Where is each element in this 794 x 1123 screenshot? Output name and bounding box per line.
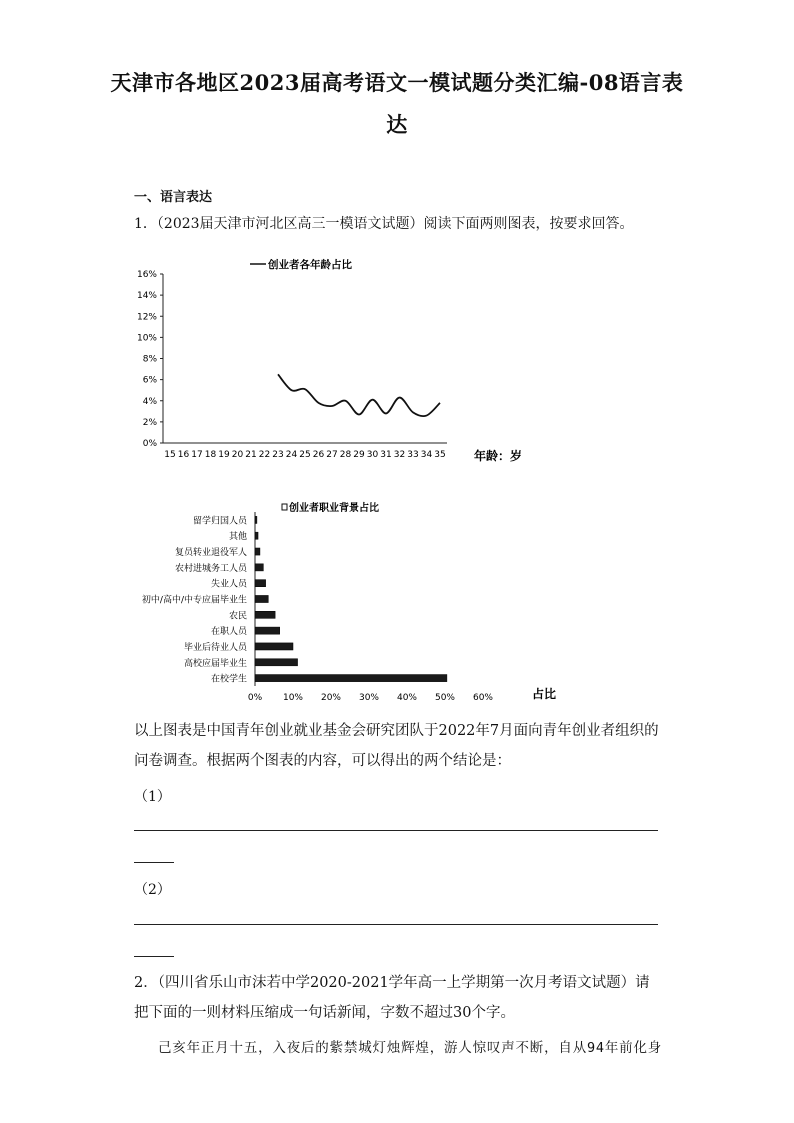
- bar: [255, 548, 260, 555]
- y-tick-label: 10%: [136, 333, 157, 344]
- category-label: 在校学生: [210, 674, 247, 685]
- line-chart-legend: 创业者各年龄占比: [268, 259, 352, 271]
- x-tick-label: 33: [407, 450, 419, 460]
- y-tick-label: 14%: [136, 291, 157, 302]
- x-tick-label: 0%: [247, 693, 263, 703]
- bar: [255, 611, 275, 618]
- category-label: 高校应届毕业生: [183, 658, 247, 669]
- x-tick-label: 18: [204, 450, 217, 460]
- x-tick-label: 22: [258, 450, 271, 460]
- x-tick-label: 19: [218, 450, 230, 460]
- section-heading: 一、语言表达: [134, 190, 213, 205]
- category-label: 失业人员: [210, 579, 247, 590]
- x-tick-label: 27: [326, 450, 338, 460]
- x-tick-label: 20%: [320, 693, 342, 703]
- x-tick-label: 31: [380, 450, 392, 460]
- category-label: 在职人员: [210, 627, 247, 638]
- bar: [255, 643, 293, 650]
- category-label: 留学归国人员: [192, 516, 247, 527]
- category-label: 其他: [228, 532, 247, 543]
- x-tick-label: 35: [434, 450, 446, 460]
- question-2-prompt: 2．（四川省乐山市沫若中学2020-2021学年高一上学期第一次月考语文试题）请把下面的一则材料压缩成一句话新闻，字数不超过30个字。: [134, 975, 650, 1021]
- answer-line-1[interactable]: [134, 830, 658, 831]
- answer-line-2[interactable]: [134, 924, 658, 925]
- bar: [255, 675, 447, 682]
- x-tick-label: 17: [191, 450, 203, 460]
- question-2-quote: 己亥年正月十五，入夜后的紫禁城灯烛辉煌，游人惊叹声不断，自从94年前化身: [158, 1040, 663, 1056]
- x-tick-label: 32: [393, 450, 406, 460]
- x-tick-label: 40%: [396, 693, 418, 703]
- category-label: 毕业后待业人员: [183, 642, 247, 653]
- x-tick-label: 25: [299, 450, 311, 460]
- bar-chart-legend: 创业者职业背景占比: [289, 503, 379, 514]
- bar: [255, 564, 263, 571]
- x-tick-label: 60%: [472, 693, 494, 703]
- y-tick-label: 12%: [136, 312, 157, 323]
- x-tick-label: 50%: [434, 693, 456, 703]
- x-tick-label: 23: [272, 450, 284, 460]
- bar: [255, 580, 266, 587]
- answer-line-2-end[interactable]: [134, 956, 174, 957]
- y-tick-label: 2%: [142, 417, 157, 428]
- category-label: 复员转业退役军人: [174, 548, 247, 559]
- x-tick-label: 30: [366, 450, 379, 460]
- bar: [255, 595, 268, 602]
- bar: [255, 659, 298, 666]
- category-label: 农民: [228, 611, 247, 622]
- y-tick-label: 16%: [136, 270, 157, 280]
- x-tick-label: 34: [420, 450, 433, 460]
- category-label: 农村进城务工人员: [174, 563, 247, 574]
- blank-1-label: （1）: [134, 789, 171, 805]
- blank-2-label: （2）: [134, 882, 171, 898]
- y-tick-label: 8%: [142, 354, 157, 365]
- x-tick-label: 16: [177, 450, 190, 460]
- x-tick-label: 15: [164, 450, 176, 460]
- bar: [255, 532, 258, 539]
- x-tick-label: 30%: [358, 693, 380, 703]
- document-title: 天津市各地区2023届高考语文一模试题分类汇编-08语言表达: [110, 70, 684, 137]
- y-tick-label: 6%: [142, 375, 157, 386]
- legend-swatch: [282, 504, 287, 510]
- y-tick-label: 4%: [142, 396, 157, 407]
- x-tick-label: 21: [245, 450, 257, 460]
- x-tick-label: 20: [231, 450, 244, 460]
- question-1-prompt: 1．（2023届天津市河北区高三一模语文试题）阅读下面两则图表，按要求回答。: [134, 216, 634, 232]
- y-tick-label: 0%: [142, 439, 157, 449]
- bar: [255, 516, 257, 523]
- x-tick-label: 28: [339, 450, 352, 460]
- bar: [255, 627, 280, 634]
- bar-chart-xlabel: 占比: [532, 687, 557, 701]
- x-tick-label: 29: [353, 450, 365, 460]
- category-label: 初中/高中/中专应届毕业生: [141, 595, 247, 606]
- x-tick-label: 10%: [282, 693, 304, 703]
- answer-line-1-end[interactable]: [134, 862, 174, 863]
- x-tick-label: 24: [285, 450, 298, 460]
- line-chart-xlabel: 年龄：岁: [474, 449, 523, 463]
- question-1-text: 以上图表是中国青年创业就业基金会研究团队于2022年7月面向青年创业者组织的问卷调查。根据两个图表的内容，可以得出的两个结论是：: [134, 723, 659, 769]
- x-tick-label: 26: [312, 450, 325, 460]
